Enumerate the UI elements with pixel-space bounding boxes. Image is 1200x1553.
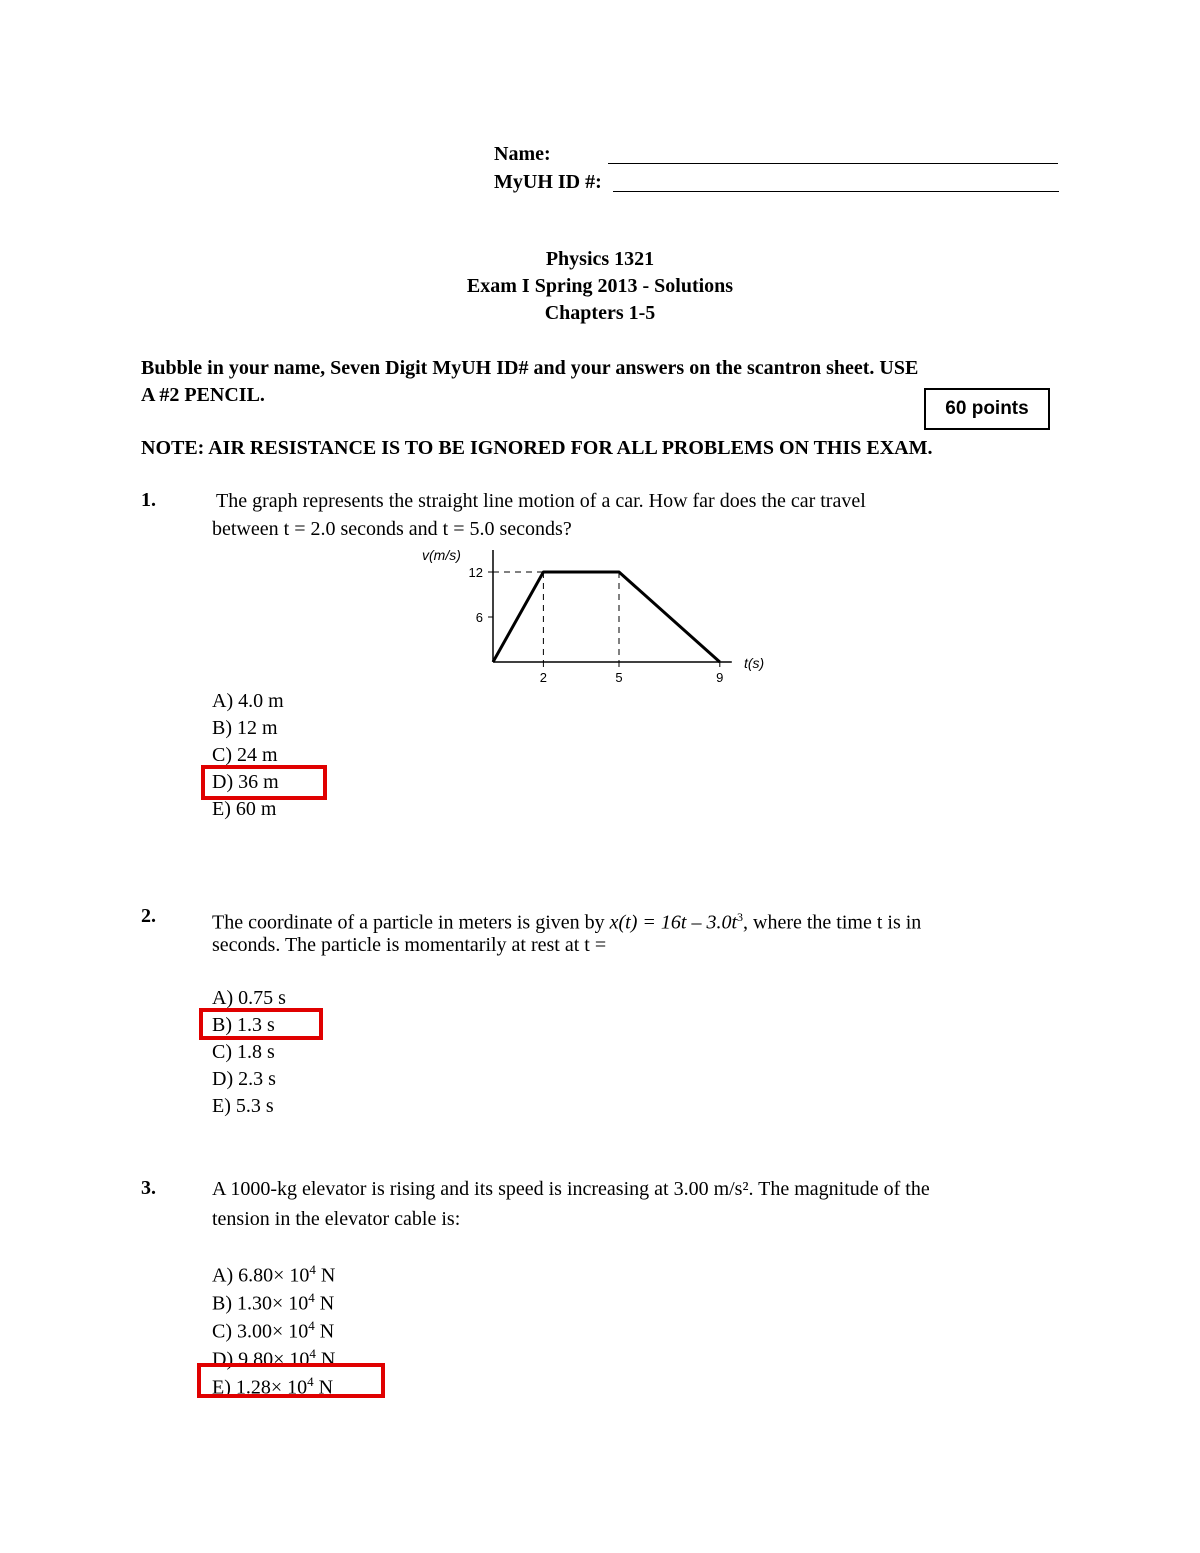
- q2-option-c[interactable]: C) 1.8 s: [212, 1041, 275, 1063]
- q3-b-value: 1.30× 10: [237, 1292, 309, 1315]
- name-field[interactable]: [608, 163, 1058, 164]
- q2-exponent: 3: [737, 910, 744, 924]
- x-tick-label: 9: [716, 670, 724, 685]
- question-1-line1: The graph represents the straight line motion of a car. How far does the car travel: [216, 490, 866, 512]
- y-axis-label: v(m/s): [422, 547, 461, 563]
- q3-c-letter: C): [212, 1320, 232, 1343]
- exam-title: Exam I Spring 2013 - Solutions: [466, 275, 734, 297]
- q1-option-d[interactable]: D) 36 m: [212, 771, 279, 793]
- q3-c-value: 3.00× 10: [237, 1320, 309, 1343]
- q3-c-exp: 4: [308, 1318, 315, 1333]
- q2-answer-highlight: [199, 1008, 323, 1040]
- q2-option-a[interactable]: A) 0.75 s: [212, 987, 286, 1009]
- q3-a-unit: N: [320, 1264, 336, 1287]
- chart-plot-area: [469, 550, 732, 685]
- instructions-line1: Bubble in your name, Seven Digit MyUH ID# and your answers on the scantron sheet. USE: [141, 357, 919, 379]
- q3-d-letter: D): [212, 1348, 234, 1371]
- q1-option-b[interactable]: B) 12 m: [212, 717, 278, 739]
- q3-a-letter: A): [212, 1264, 234, 1287]
- q3-b-unit: N: [319, 1292, 335, 1315]
- velocity-time-graph: [400, 540, 780, 690]
- q1-option-a[interactable]: A) 4.0 m: [212, 690, 284, 712]
- q3-e-unit: N: [318, 1376, 334, 1399]
- myuh-id-label: MyUH ID #:: [494, 171, 602, 193]
- question-3-number: 3.: [141, 1177, 156, 1199]
- q3-a-exp: 4: [309, 1262, 316, 1277]
- q3-d-exp: 4: [309, 1346, 316, 1361]
- q2-option-d[interactable]: D) 2.3 s: [212, 1068, 276, 1090]
- q3-e-letter: E): [212, 1376, 231, 1399]
- question-2-number: 2.: [141, 905, 156, 927]
- y-tick-label: 6: [475, 610, 483, 625]
- q3-e-value: 1.28× 10: [235, 1376, 308, 1399]
- instructions-line2: A #2 PENCIL.: [141, 384, 265, 406]
- x-axis-label: t(s): [744, 655, 765, 671]
- myuh-id-field[interactable]: [613, 191, 1059, 192]
- chapters-title: Chapters 1-5: [544, 302, 656, 324]
- q3-d-unit: N: [320, 1348, 336, 1371]
- q3-d-value: 9.80× 10: [238, 1348, 310, 1371]
- x-tick-label: 5: [615, 670, 623, 685]
- q2-option-e[interactable]: E) 5.3 s: [212, 1095, 274, 1117]
- name-label: Name:: [494, 143, 551, 165]
- q1-option-c[interactable]: C) 24 m: [212, 744, 278, 766]
- q3-b-exp: 4: [308, 1290, 315, 1305]
- q2-option-b[interactable]: B) 1.3 s: [212, 1014, 275, 1036]
- q1-answer-highlight: [201, 765, 327, 800]
- q3-answer-highlight: [197, 1363, 385, 1398]
- q2-text-b: , where the time t is in: [743, 911, 922, 934]
- question-1-number: 1.: [141, 489, 156, 511]
- q3-e-exp: 4: [307, 1374, 314, 1389]
- q2-text-a: The coordinate of a particle in meters is given by: [212, 911, 610, 934]
- q3-a-value: 6.80× 10: [238, 1264, 310, 1287]
- question-3-line1: A 1000-kg elevator is rising and its speed is increasing at 3.00 m/s². The magnitude of the: [212, 1178, 930, 1200]
- question-1-line2: between t = 2.0 seconds and t = 5.0 seconds?: [212, 518, 572, 540]
- question-1-text: [216, 487, 1076, 515]
- q1-option-e[interactable]: E) 60 m: [212, 798, 277, 820]
- x-tick-label: 2: [539, 670, 548, 685]
- question-2-line2: seconds. The particle is momentarily at rest at t =: [212, 934, 607, 956]
- velocity-series-line: [493, 572, 720, 662]
- course-title: Physics 1321: [545, 248, 655, 270]
- q2-formula: x(t) = 16t – 3.0t: [609, 911, 738, 934]
- note-text: NOTE: AIR RESISTANCE IS TO BE IGNORED FOR ALL PROBLEMS ON THIS EXAM.: [141, 437, 933, 459]
- y-tick-label: 12: [468, 565, 483, 580]
- q3-b-letter: B): [212, 1292, 232, 1315]
- question-3-line2: tension in the elevator cable is:: [212, 1208, 461, 1230]
- q3-c-unit: N: [319, 1320, 335, 1343]
- points-box: 60 points: [924, 388, 1050, 430]
